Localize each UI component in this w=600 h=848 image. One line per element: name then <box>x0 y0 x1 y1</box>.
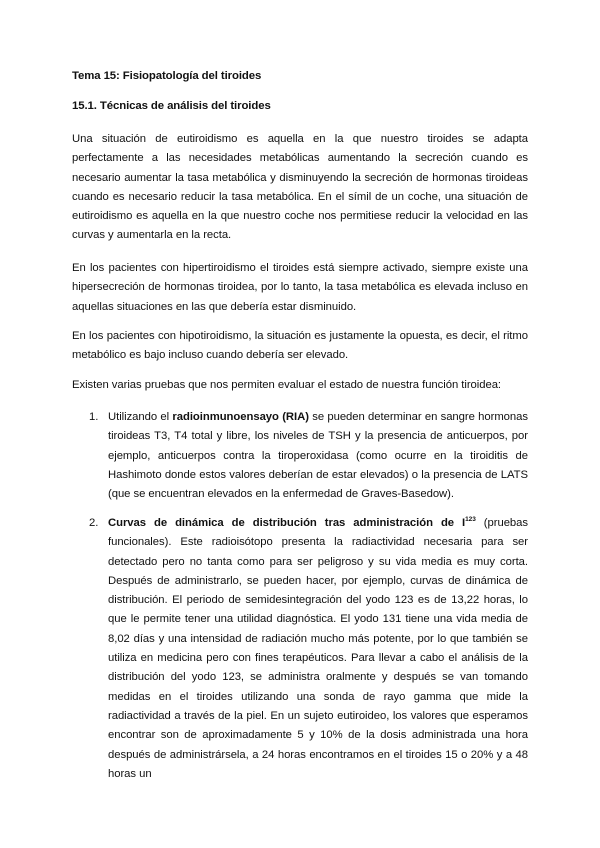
list-item-body <box>108 408 528 504</box>
isotope-superscript: 123 <box>465 516 476 523</box>
list-item-number: 1. <box>89 411 99 423</box>
paragraph-eutiroidismo: Una situación de eutiroidismo es aquella en la que nuestro tiroides se adapta perfectamente a las necesidades metabólicas aumentando la secreción cuando es necesario aumentar la tasa metabólica y disminuyendo la secreción de hormonas tiroideas cuando es necesario reducir la tasa metabólica. En el símil de un coche, una situación de eutiroidismo es aquella en la que nuestro coche nos permitiese reducir la velocidad en las curvas y aumentarla en la recta. <box>72 133 528 242</box>
list-item-body <box>108 514 528 784</box>
paragraph-hipertiroidismo: En los pacientes con hipertiroidismo el tiroides está siempre activado, siempre existe una hipersecreción de hormonas tiroidea, por lo tanto, la tasa metabólica es elevada incluso en aquellas situaciones en las que debería estar disminuido. <box>72 262 528 313</box>
list-item-text: (pruebas funcionales). Este radioisótopo presenta la radiactividad necesaria para ser detectado pero no tanta como para ser peligroso y su vida media es muy corta. Después de administrarlo, se pueden hacer, por ejemplo, curvas de dinámica de distribución. El periodo de semidesintegración del yodo 123 es de 13,22 horas, lo que le permite tener una utilidad diagnóstica. El yodo 131 tiene una vida media de 8,02 días y una intensidad de radiación mucho más potente, por lo que también se utiliza en medicina pero con fines terapéuticos. Para llevar a cabo el análisis de la distribución del yodo 123, se administra oralmente y después se van tomando medidas en el tiroides utilizando una sonda de rayo gamma que mide la radiactividad a través de la piel. En un sujeto eutiroideo, los valores que esperamos encontrar son de aproximadamente 5 y 10% de la dosis administrada una hora después de administrársela, a 24 horas encontramos en el tiroides 15 o 20% y a 48 horas un <box>108 517 528 780</box>
list-item-intro: Utilizando el <box>108 411 173 423</box>
document-title: Tema 15: Fisiopatología del tiroides <box>72 70 262 82</box>
list-item-text: se pueden determinar en sangre hormonas tiroideas T3, T4 total y libre, los niveles de TSH y la presencia de anticuerpos, por ejemplo, anticuerpos contra la tiroperoxidasa (como ocurre en la tiroiditis de Hashimoto donde estos valores deberían de estar elevados) o la presencia de LATS (que se encuentran elevados en la enfermedad de Graves-Basedow). <box>108 411 528 501</box>
paragraph-hipotiroidismo: En los pacientes con hipotiroidismo, la situación es justamente la opuesta, es decir, el ritmo metabólico es bajo incluso cuando debería ser elevado. <box>72 330 528 362</box>
section-title: 15.1. Técnicas de análisis del tiroides <box>72 100 271 112</box>
list-item-bold-term: radioinmunoensayo (RIA) <box>172 411 309 423</box>
list-item-number: 2. <box>89 517 99 529</box>
list-item-bold-term: Curvas de dinámica de distribución tras administración de I <box>108 517 466 529</box>
paragraph-pruebas-intro: Existen varias pruebas que nos permiten evaluar el estado de nuestra función tiroidea: <box>72 379 502 391</box>
